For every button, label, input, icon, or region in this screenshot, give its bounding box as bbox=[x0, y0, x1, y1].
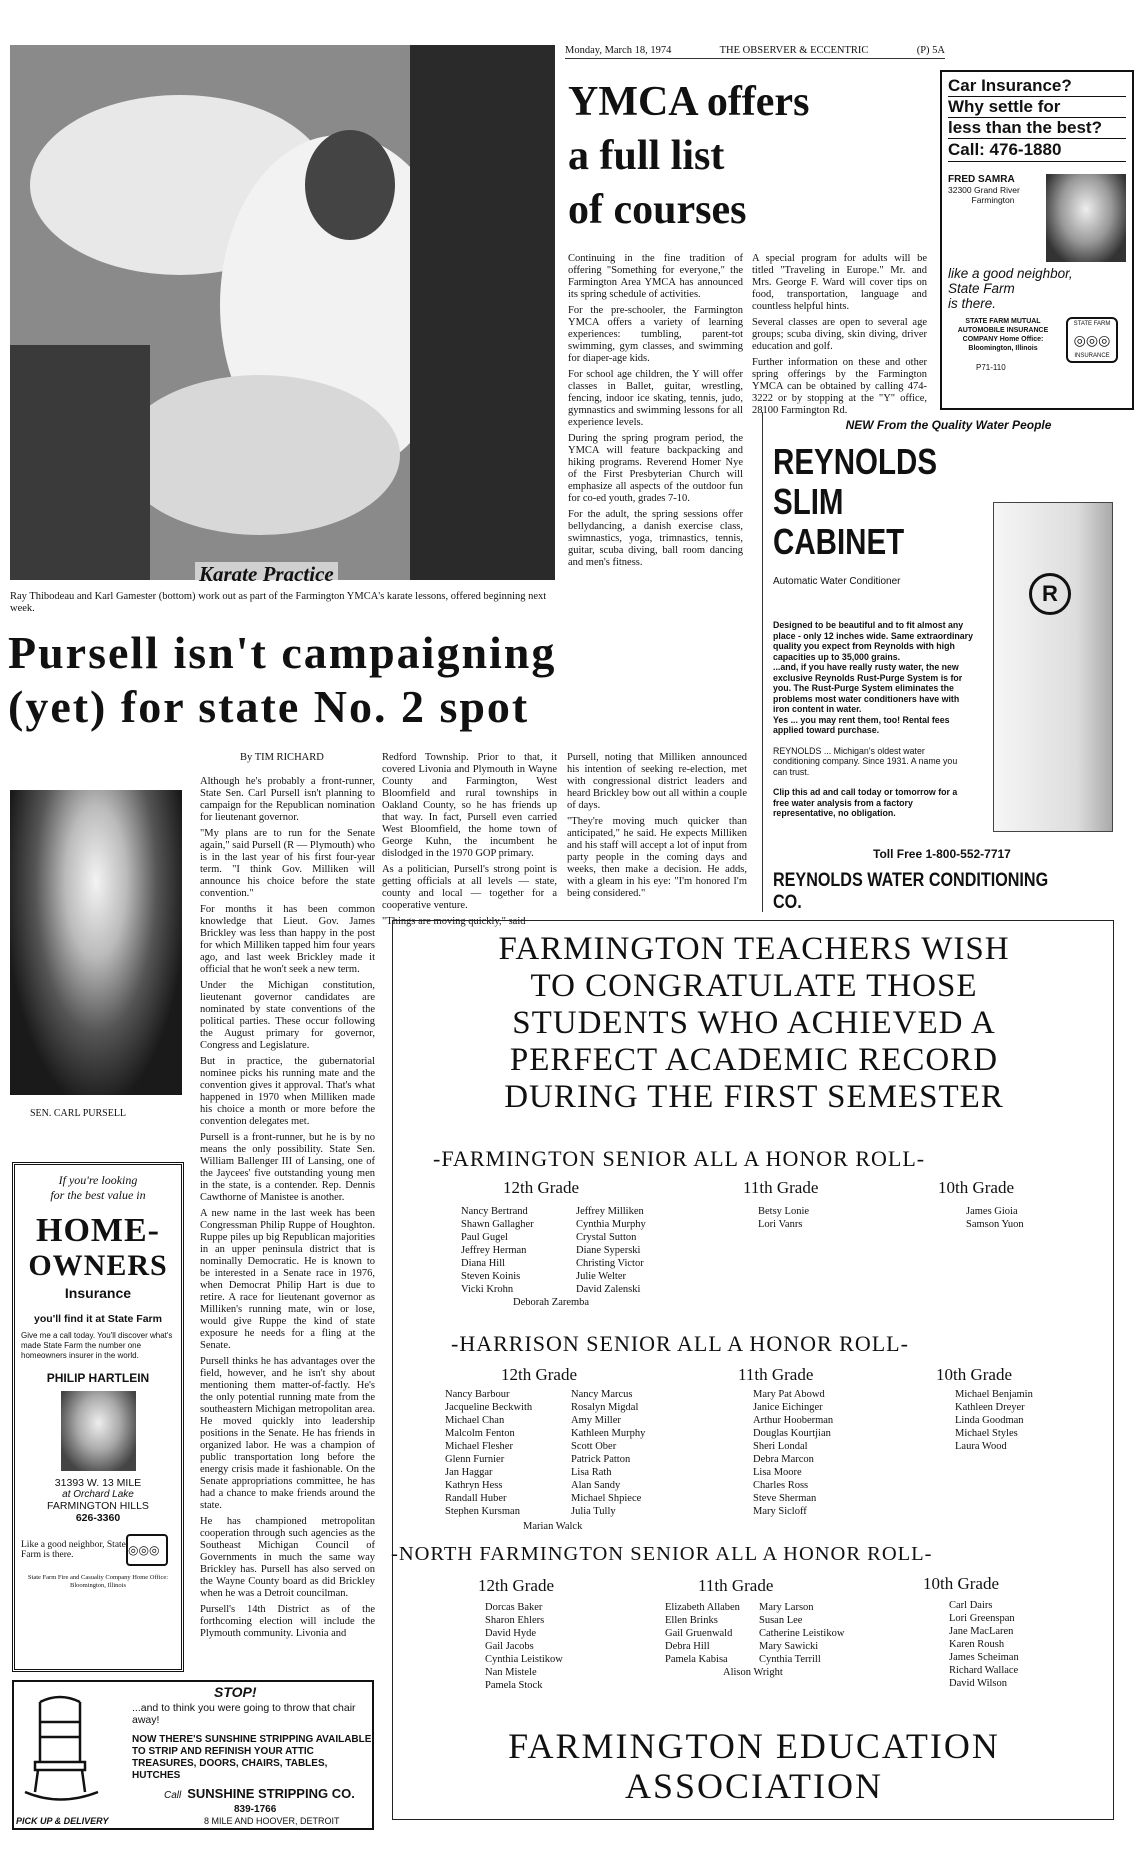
student-name: Alison Wright bbox=[723, 1667, 783, 1678]
grade-11-heading: 11th Grade bbox=[698, 1576, 774, 1595]
roll-title: -FARMINGTON SENIOR ALL A HONOR ROLL- bbox=[433, 1146, 926, 1171]
paragraph: For the adult, the spring sessions offer bellydancing, a danish exercise class, swimnastics, yoga, trimnastics, tennis, guitar, scuba diving, ball room dancing and men's fitness. bbox=[568, 509, 743, 568]
rocking-chair-icon bbox=[20, 1692, 100, 1807]
student-name: Glenn Furnier bbox=[445, 1454, 505, 1465]
student-name: Michael Chan bbox=[445, 1415, 505, 1426]
paragraph: Pursell is a front-runner, but he is by no means the only possibility. State Sen. William Ballenger III of Lansing, one of the Jaycees' five outstanding young men in the state, is a contender. Rep. Dennis Cawthorne of Manistee is another. bbox=[200, 1132, 375, 1203]
student-name: Laura Wood bbox=[955, 1441, 1007, 1452]
reynolds-body5: Clip this ad and call today or tomorrow for a free water analysis from a factory representative, no obligation. bbox=[773, 787, 958, 818]
student-name: Mary Sicloff bbox=[753, 1506, 807, 1517]
student-name: Steven Koinis bbox=[461, 1271, 521, 1282]
stripping-body: NOW THERE'S SUNSHINE STRIPPING AVAILABLE TO STRIP AND REFINISH YOUR ATTIC TREASURES, DOORS, CHAIRS, TABLES, HUTCHES bbox=[132, 1734, 372, 1781]
student-name: Stephen Kursman bbox=[445, 1506, 520, 1517]
pursell-column-3 bbox=[567, 752, 747, 904]
paragraph: For months it has been common knowledge that Lieut. Gov. James Brickley was less than happy in the post for which Milliken tapped him four years ago, and last week Brickley made it official that he won't seek a new term. bbox=[200, 904, 375, 975]
student-name: Richard Wallace bbox=[949, 1665, 1019, 1676]
student-name: Julia Tully bbox=[571, 1506, 616, 1517]
teachers-line3: STUDENTS WHO ACHIEVED A bbox=[512, 1005, 996, 1041]
logo-top-text: STATE FARM bbox=[1073, 321, 1111, 327]
car-ad-address: 32300 Grand River bbox=[948, 185, 1020, 195]
student-name: Diana Hill bbox=[461, 1258, 506, 1269]
reynolds-ad bbox=[762, 412, 1134, 912]
student-name: Steve Sherman bbox=[753, 1493, 817, 1504]
paragraph: As a politician, Pursell's strong point is getting officials at all levels — state, county and local — together for a cooperative venture. bbox=[382, 864, 557, 911]
paragraph: Although he's probably a front-runner, State Sen. Carl Pursell isn't planning to campaign for the Republican nomination for lieutenant governor. bbox=[200, 776, 375, 823]
reynolds-body3: Yes ... you may rent them, too! Rental fees applied toward purchase. bbox=[773, 714, 950, 735]
reynolds-body2: ...and, if you have really rusty water, the new exclusive Reynolds Rust-Purge System is for you. The Rust-Purge System eliminates the problems most water conditioners have with iron content in water. bbox=[773, 662, 963, 714]
masthead-date: Monday, March 18, 1974 bbox=[565, 45, 672, 56]
teachers-headline bbox=[393, 931, 1115, 1116]
student-name: David Hyde bbox=[485, 1628, 537, 1639]
homeowners-addr2: at Orchard Lake bbox=[62, 1489, 134, 1500]
student-name: David Wilson bbox=[949, 1678, 1008, 1689]
name-list bbox=[759, 1601, 889, 1666]
homeowners-big2: OWNERS bbox=[28, 1249, 168, 1282]
teachers-footer bbox=[393, 1726, 1115, 1806]
stripping-call: Call bbox=[164, 1790, 182, 1801]
stripping-pickup: PICK UP & DELIVERY bbox=[16, 1816, 109, 1826]
student-name: Nancy Bertrand bbox=[461, 1206, 528, 1217]
student-name: Jeffrey Milliken bbox=[576, 1206, 644, 1217]
student-name: Lisa Rath bbox=[571, 1467, 612, 1478]
student-name: Deborah Zaremba bbox=[513, 1297, 590, 1308]
name-list bbox=[949, 1599, 1079, 1690]
reynolds-title-line2: SLIM bbox=[773, 481, 844, 522]
footer-line2: ASSOCIATION bbox=[624, 1766, 884, 1806]
student-name: Kathleen Dreyer bbox=[955, 1402, 1025, 1413]
reynolds-logo-icon: R bbox=[1029, 573, 1071, 615]
stripping-location: 8 MILE AND HOOVER, DETROIT bbox=[204, 1816, 340, 1826]
homeowners-line1: If you're looking bbox=[58, 1173, 138, 1187]
stripping-phone: 839-1766 bbox=[234, 1804, 277, 1815]
hartlein-photo bbox=[61, 1391, 136, 1471]
state-farm-logo bbox=[1066, 317, 1118, 363]
homeowners-insurance: Insurance bbox=[64, 1285, 132, 1301]
student-name: Jan Haggar bbox=[445, 1467, 493, 1478]
logo-bottom-text: INSURANCE bbox=[1074, 353, 1110, 359]
car-ad-call: Call: 476-1880 bbox=[948, 138, 1126, 162]
name-list bbox=[955, 1388, 1085, 1453]
grade-11-heading: 11th Grade bbox=[738, 1365, 814, 1384]
student-name: Christing Victor bbox=[576, 1258, 644, 1269]
homeowners-addr3: FARMINGTON HILLS bbox=[47, 1500, 149, 1512]
student-name: Gail Jacobs bbox=[485, 1641, 534, 1652]
student-name: Randall Huber bbox=[445, 1493, 507, 1504]
homeowners-agent: PHILIP HARTLEIN bbox=[46, 1371, 150, 1385]
name-list bbox=[485, 1601, 605, 1692]
car-ad-line2: Why settle for bbox=[948, 96, 1126, 117]
paragraph: Pursell, noting that Milliken announced his intention of seeking re-election, met with congressional district leaders and heard Brickley bow out all within a couple of days. bbox=[567, 752, 747, 811]
student-name: Lori Greenspan bbox=[949, 1613, 1015, 1624]
student-name: Linda Goodman bbox=[955, 1415, 1024, 1426]
teachers-line1: FARMINGTON TEACHERS WISH bbox=[498, 931, 1010, 967]
homeowners-ad bbox=[12, 1162, 184, 1672]
name-list bbox=[571, 1388, 691, 1518]
grade-12-heading: 12th Grade bbox=[503, 1178, 580, 1197]
water-conditioner-image bbox=[993, 502, 1113, 832]
student-name: Pamela Kabisa bbox=[665, 1654, 728, 1665]
student-name: Catherine Leistikow bbox=[759, 1628, 845, 1639]
grade-10-heading: 10th Grade bbox=[936, 1365, 1013, 1384]
student-name: Jane MacLaren bbox=[949, 1626, 1014, 1637]
ymca-headline-line1: YMCA offers bbox=[568, 79, 810, 125]
car-ad-slogan3: is there. bbox=[948, 296, 997, 311]
student-name: Sharon Ehlers bbox=[485, 1615, 545, 1626]
homeowners-phone: 626-3360 bbox=[75, 1512, 121, 1524]
paragraph: Under the Michigan constitution, lieutenant governor candidates are nominated by state conventions of the political parties. These occur following the August primary for governor, Congress and Legislature. bbox=[200, 980, 375, 1051]
paragraph: Pursell's 14th District as of the forthcoming election will include the Plymouth community. Livonia and bbox=[200, 1604, 375, 1639]
paragraph: Redford Township. Prior to that, it covered Livonia and Plymouth in Wayne County and Farmington, West Bloomfield and rural townships in Oakland County, so he has friends up that way. In fact, Pursell even carried West Bloomfield, the home town of George Kuhn, the incumbent he dislodged in the 1970 GOP primary. bbox=[382, 752, 557, 859]
name-list bbox=[576, 1205, 696, 1296]
car-ad-slogan2: State Farm bbox=[948, 281, 1015, 296]
homeowners-big1: HOME- bbox=[36, 1212, 160, 1249]
footer-line1: FARMINGTON EDUCATION bbox=[508, 1726, 1000, 1766]
car-ad-slogan1: like a good neighbor, bbox=[948, 266, 1073, 281]
student-name: Charles Ross bbox=[753, 1480, 809, 1491]
homeowners-find: you'll find it at State Farm bbox=[34, 1313, 162, 1325]
car-ad-code: P71-110 bbox=[976, 363, 1006, 372]
student-name: Sheri Londal bbox=[753, 1441, 808, 1452]
name-list bbox=[758, 1205, 878, 1231]
paragraph: Several classes are open to several age groups; scuba diving, skin diving, driver education and golf. bbox=[752, 317, 927, 352]
stripping-ad bbox=[12, 1680, 374, 1830]
reynolds-toll: Toll Free 1-800-552-7717 bbox=[873, 847, 1011, 861]
student-name: Mary Pat Abowd bbox=[753, 1389, 825, 1400]
car-ad-line1: Car Insurance? bbox=[948, 76, 1072, 95]
paragraph: He has championed metropolitan cooperation through such agencies as the Southeast Michigan Council of Governments in much the same way Brickley has. Pursell has also served on the Wayne County board as did Brickley when he was a Detroit councilman. bbox=[200, 1516, 375, 1599]
student-name: Michael Shpiece bbox=[571, 1493, 642, 1504]
student-name: Arthur Hooberman bbox=[753, 1415, 834, 1426]
roll-title: -NORTH FARMINGTON SENIOR ALL A HONOR ROLL- bbox=[391, 1543, 933, 1565]
student-name: Gail Gruenwald bbox=[665, 1628, 733, 1639]
student-name: Elizabeth Allaben bbox=[665, 1602, 740, 1613]
student-name: Michael Flesher bbox=[445, 1441, 513, 1452]
masthead-paper: THE OBSERVER & ECCENTRIC bbox=[719, 45, 869, 56]
pursell-headline bbox=[8, 626, 768, 734]
ymca-headline-line2: a full list bbox=[568, 133, 725, 179]
reynolds-subtitle: Automatic Water Conditioner bbox=[773, 576, 901, 587]
student-name: Cynthia Terrill bbox=[759, 1654, 821, 1665]
grade-10-heading: 10th Grade bbox=[938, 1178, 1015, 1197]
student-name: Michael Styles bbox=[955, 1428, 1018, 1439]
student-name: Ellen Brinks bbox=[665, 1615, 718, 1626]
masthead bbox=[565, 45, 945, 59]
paragraph: A new name in the last week has been Congressman Philip Ruppe of Houghton. Ruppe piles up big Republican majorities in an upper peninsula district that is nominally Democratic. He is known to be interested in a Senate race in 1976, when Democrat Philip Hart is due to retire. A race for lieutenant governor as Milliken's running mate, win or lose, would give Ruppe the kind of state exposure he needs for a fling at the Senate. bbox=[200, 1208, 375, 1351]
paragraph: A special program for adults will be titled "Traveling in Europe." Mr. and Mrs. George F. Ward will cover tips on food, transportation, language and countless helpful hints. bbox=[752, 253, 927, 312]
ymca-headline bbox=[568, 75, 809, 237]
teachers-line4: PERFECT ACADEMIC RECORD bbox=[509, 1042, 999, 1078]
homeowners-fine: State Farm Fire and Casualty Company Home Office: Bloomington, Illinois bbox=[27, 1574, 169, 1589]
name-list bbox=[753, 1388, 883, 1518]
student-name: Jacqueline Beckwith bbox=[445, 1402, 533, 1413]
car-ad-company: STATE FARM MUTUAL AUTOMOBILE INSURANCE COMPANY Home Office: Bloomington, Illinois bbox=[957, 318, 1049, 352]
paragraph: During the spring program period, the YMCA will feature backpacking and hiking programs. Reverend Homer Nye of the First Presbyterian Church will emphasize all aspects of the outdoor fun for co-ed youth, grades 7-10. bbox=[568, 433, 743, 504]
paragraph: Pursell thinks he has advantages over the field, however, and he isn't shy about mentioning them matter-of-factly. He's the only potential running mate from the southeastern Michigan metropolitan area. He moved quickly into leadership positions in the Senate. He has friends in organized labor. He was a champion of public transportation long before the energy crisis made it fashionable. On the Senate appropriations committee, he has had a chance to make friends around the state. bbox=[200, 1356, 375, 1511]
student-name: Cynthia Leistikow bbox=[485, 1654, 563, 1665]
student-name: Samson Yuon bbox=[966, 1219, 1024, 1230]
student-name: Rosalyn Migdal bbox=[571, 1402, 639, 1413]
pursell-column-1 bbox=[200, 776, 375, 1644]
car-insurance-ad bbox=[940, 70, 1134, 410]
stripping-stop: STOP! bbox=[214, 1684, 257, 1700]
student-name: Crystal Sutton bbox=[576, 1232, 637, 1243]
student-name: Mary Sawicki bbox=[759, 1641, 819, 1652]
student-name: Susan Lee bbox=[759, 1615, 803, 1626]
paragraph: For school age children, the Y will offer classes in Ballet, guitar, wrestling, fencing, indoor ice skating, tennis, judo, gymnastics and swimming lessons for all experience levels. bbox=[568, 369, 743, 428]
student-name: Nan Mistele bbox=[485, 1667, 537, 1678]
student-name: Debra Hill bbox=[665, 1641, 710, 1652]
student-name: Alan Sandy bbox=[571, 1480, 621, 1491]
homeowners-body: Give me a call today. You'll discover what's made State Farm the number one homeowners insurer in the world. bbox=[21, 1331, 173, 1360]
student-name: Shawn Gallagher bbox=[461, 1219, 534, 1230]
student-name: Betsy Lonie bbox=[758, 1206, 810, 1217]
pursell-column-2 bbox=[382, 752, 557, 932]
teachers-ad bbox=[392, 920, 1114, 1820]
student-name: James Gioia bbox=[966, 1206, 1018, 1217]
reynolds-body1: Designed to be beautiful and to fit almost any place - only 12 inches wide. Same extraordinary quality you expect from Reynolds with high capacities up to 35,000 grains. bbox=[773, 620, 973, 662]
paragraph: But in practice, the gubernatorial nominee picks his running mate and the convention gives it approval. That's what happened in 1970 when Milliken made his choice a month or more before the convention delegates met. bbox=[200, 1056, 375, 1127]
student-name: Lisa Moore bbox=[753, 1467, 802, 1478]
student-name: Kathleen Murphy bbox=[571, 1428, 646, 1439]
student-name: Debra Marcon bbox=[753, 1454, 814, 1465]
student-name: Jeffrey Herman bbox=[461, 1245, 527, 1256]
teachers-line5: DURING THE FIRST SEMESTER bbox=[504, 1079, 1004, 1115]
student-name: Douglas Kourtjian bbox=[753, 1428, 831, 1439]
paragraph: Continuing in the fine tradition of offering "Something for everyone," the Farmington Area YMCA has announced its spring schedule of activities. bbox=[568, 253, 743, 300]
name-list bbox=[461, 1205, 581, 1296]
student-name: Patrick Patton bbox=[571, 1454, 631, 1465]
student-name: Michael Benjamin bbox=[955, 1389, 1033, 1400]
homeowners-line2: for the best value in bbox=[50, 1188, 146, 1202]
karate-title: Karate Practice bbox=[195, 562, 338, 587]
paragraph: "They're moving much quicker than anticipated," he said. He expects Milliken and his staff will accept a lot of input from party people in the coming days and weeks, then make a decision. He adds, with a gleam in his eye: "I'm honored I'm being considered." bbox=[567, 816, 747, 899]
car-ad-agent: FRED SAMRA bbox=[948, 174, 1015, 185]
karate-caption: Ray Thibodeau and Karl Gamester (bottom) work out as part of the Farmington YMCA's karate lessons, offered beginning next week. bbox=[10, 591, 547, 614]
ymca-headline-line3: of courses bbox=[568, 187, 747, 233]
student-name: Karen Roush bbox=[949, 1639, 1005, 1650]
pursell-headline-line2: (yet) for state No. 2 spot bbox=[8, 681, 530, 732]
paragraph: "Things are moving quickly," said bbox=[382, 916, 526, 927]
homeowners-addr1: 31393 W. 13 MILE bbox=[54, 1477, 142, 1489]
car-ad-city: Farmington bbox=[971, 195, 1015, 205]
student-name: Dorcas Baker bbox=[485, 1602, 543, 1613]
pursell-photo bbox=[10, 790, 182, 1095]
student-name: Janice Eichinger bbox=[753, 1402, 823, 1413]
pursell-photo-caption: SEN. CARL PURSELL bbox=[30, 1108, 127, 1119]
student-name: Mary Larson bbox=[759, 1602, 814, 1613]
grade-12-heading: 12th Grade bbox=[478, 1576, 555, 1595]
grade-10-heading: 10th Grade bbox=[923, 1574, 1000, 1593]
grade-12-heading: 12th Grade bbox=[501, 1365, 578, 1384]
student-name: Carl Dairs bbox=[949, 1600, 993, 1611]
reynolds-body4: REYNOLDS ... Michigan's oldest water conditioning company. Since 1931. A name you can trust. bbox=[773, 745, 958, 777]
stripping-tagline: ...and to think you were going to throw that chair away! bbox=[132, 1702, 356, 1726]
ymca-column-1 bbox=[568, 253, 743, 573]
pursell-headline-line1: Pursell isn't campaigning bbox=[8, 627, 557, 678]
reynolds-title-line1: REYNOLDS bbox=[773, 441, 938, 482]
pursell-byline: By TIM RICHARD bbox=[240, 752, 324, 763]
stripping-company: SUNSHINE STRIPPING CO. bbox=[187, 1786, 355, 1801]
teachers-line2: TO CONGRATULATE THOSE bbox=[530, 968, 978, 1004]
name-list bbox=[966, 1205, 1086, 1231]
agent-photo bbox=[1046, 174, 1126, 262]
roll-title: -HARRISON SENIOR ALL A HONOR ROLL- bbox=[451, 1331, 909, 1356]
ymca-column-2 bbox=[752, 253, 927, 421]
student-name: Diane Syperski bbox=[576, 1245, 641, 1256]
student-name: Paul Gugel bbox=[461, 1232, 508, 1243]
state-farm-rings-icon: ◎◎◎ bbox=[1073, 332, 1111, 348]
student-name: Nancy Marcus bbox=[571, 1389, 633, 1400]
chair-image bbox=[20, 1692, 100, 1807]
paragraph: "My plans are to run for the Senate again," said Pursell (R — Plymouth) who is in the last year of his first four-year term. "I think Gov. Milliken will announce his choice before the state convention." bbox=[200, 828, 375, 899]
reynolds-title-line3: CABINET bbox=[773, 521, 905, 562]
student-name: Pamela Stock bbox=[485, 1680, 543, 1691]
karate-photo-art bbox=[10, 45, 555, 580]
reynolds-tag: NEW From the Quality Water People bbox=[845, 418, 1052, 432]
karate-photo bbox=[10, 45, 555, 580]
paragraph: Further information on these and other spring offerings by the Farmington YMCA can be obtained by calling 474-3222 or by stopping at the "Y" office, 28100 Farmington Rd. bbox=[752, 357, 927, 416]
student-name: Kathryn Hess bbox=[445, 1480, 503, 1491]
student-name: Vicki Krohn bbox=[461, 1284, 514, 1295]
student-name: Marian Walck bbox=[523, 1521, 583, 1532]
student-name: Julie Welter bbox=[576, 1271, 626, 1282]
grade-11-heading: 11th Grade bbox=[743, 1178, 819, 1197]
reynolds-company: REYNOLDS WATER CONDITIONING CO. bbox=[773, 870, 1049, 913]
student-name: James Scheiman bbox=[949, 1652, 1019, 1663]
student-name: Lori Vanrs bbox=[758, 1219, 803, 1230]
masthead-page: (P) 5A bbox=[916, 45, 945, 56]
car-ad-line3: less than the best? bbox=[948, 117, 1126, 138]
paragraph: For the pre-schooler, the Farmington YMCA offers a variety of learning experiences: tumbling, parent-tot swimming, gym classes, and swimming for diaper-age kids. bbox=[568, 305, 743, 364]
student-name: Nancy Barbour bbox=[445, 1389, 510, 1400]
student-name: Scott Ober bbox=[571, 1441, 617, 1452]
name-list bbox=[445, 1388, 565, 1518]
student-name: Malcolm Fenton bbox=[445, 1428, 515, 1439]
student-name: Amy Miller bbox=[571, 1415, 621, 1426]
state-farm-logo-small: ◎◎◎ bbox=[126, 1534, 168, 1566]
student-name: Cynthia Murphy bbox=[576, 1219, 646, 1230]
homeowners-slogan: Like a good neighbor, State Farm is there. bbox=[21, 1540, 126, 1560]
student-name: David Zalenski bbox=[576, 1284, 641, 1295]
